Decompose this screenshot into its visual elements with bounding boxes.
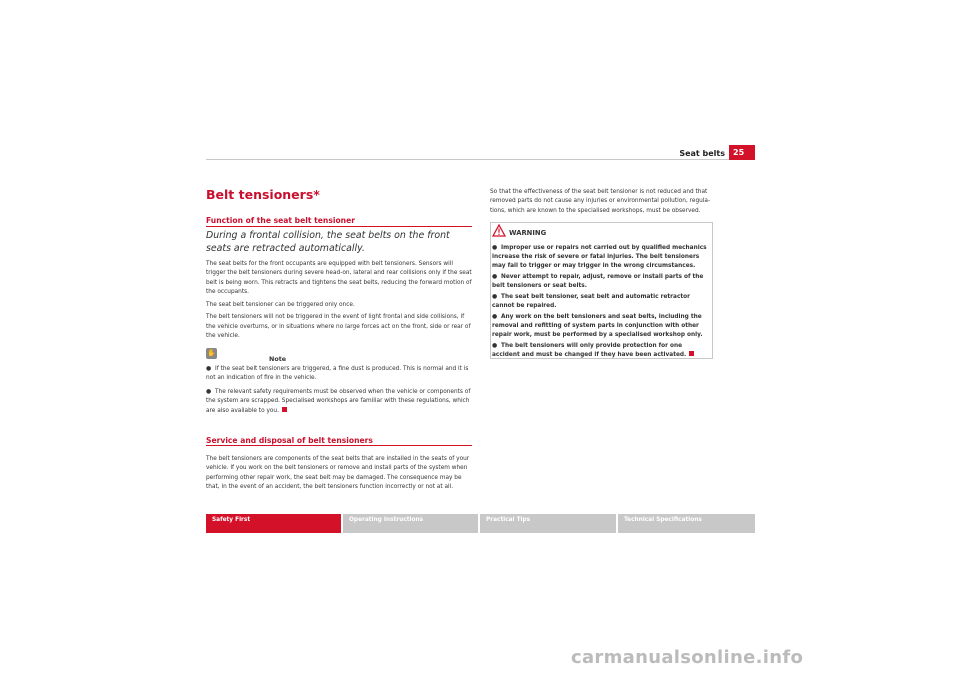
watermark: carmanualsonline.info	[571, 647, 804, 668]
note-item-text: The relevant safety requirements must be observed when the vehicle or components of the system are scrapped. Specialised workshops are familiar with these regulations, which are also available to you.	[206, 389, 471, 414]
bullet-icon: ●	[492, 312, 498, 320]
note-hand-icon: ✋	[207, 349, 216, 357]
warning-item	[492, 312, 711, 341]
function-body	[206, 260, 472, 345]
footer-tab-practical-tips[interactable]: Practical Tips	[480, 514, 616, 533]
warning-item-text: Never attempt to repair, adjust, remove or install parts of the belt tensioners or seat belts.	[492, 274, 704, 290]
note-item-text: If the seat belt tensioners are triggered, a fine dust is produced. This is normal and it is not an indication of fire in the vehicle.	[206, 366, 469, 382]
warning-item	[492, 341, 711, 360]
warning-item	[492, 272, 711, 291]
bullet-icon: ●	[492, 342, 498, 350]
right-column-paragraph	[490, 188, 712, 219]
paragraph: The belt tensioners are components of the seat belts that are installed in the seats of your vehicle. If you work on the belt tensioners or remove and install parts of the system when performing other repair work, the seat belt may be damaged. The consequence may be that, in the event of an accident, the belt tensioners function incorrectly or not at all.	[206, 456, 470, 490]
warning-item	[492, 243, 711, 272]
paragraph: The seat belts for the front occupants are equipped with belt tensioners. Sensors will trigger the belt tensioners during severe head-on, lateral and rear collisions only if the seat belt is being worn. This retracts and tightens the seat belts, reducing the forward motion of the occupants.	[206, 261, 472, 295]
footer-tab-technical-specifications[interactable]: Technical Specifications	[618, 514, 755, 533]
warning-item-text: Improper use or repairs not carried out by qualified mechanics increase the risk of severe or fatal injuries. The belt tensioners may fail to trigger or may trigger in the wrong circumstances.	[492, 245, 707, 270]
bullet-icon: ●	[206, 365, 212, 372]
warning-item	[492, 292, 711, 311]
bullet-icon: ●	[492, 273, 498, 281]
bullet-icon: ●	[206, 388, 212, 396]
warning-body	[492, 243, 711, 361]
paragraph: So that the effectiveness of the seat belt tensioner is not reduced and that removed parts do not cause any injuries or environmental pollution, regula-tions, which are known to the specialised workshops, must be observed.	[490, 189, 711, 214]
section-title: Belt tensioners*	[206, 187, 320, 202]
bullet-icon: ●	[492, 244, 498, 251]
paragraph: The seat belt tensioner can be triggered only once.	[206, 301, 355, 308]
footer-tab-operating-instructions[interactable]: Operating Instructions	[343, 514, 478, 533]
subsection-rule	[206, 226, 472, 227]
note-item	[206, 364, 472, 384]
end-square-icon	[689, 351, 694, 356]
running-header-title: Seat belts	[679, 149, 725, 158]
bullet-icon: ●	[492, 293, 498, 301]
warning-label: WARNING	[509, 229, 547, 237]
warning-item-text: The seat belt tensioner, seat belt and automatic retractor cannot be repaired.	[492, 294, 690, 310]
note-item	[206, 387, 472, 416]
header-rule	[206, 159, 729, 160]
subsection-heading-function: Function of the seat belt tensioner	[206, 216, 355, 225]
intro-text: During a frontal collision, the seat belts on the front seats are retracted automatically.	[206, 230, 450, 254]
page-number-badge: 25	[729, 145, 755, 160]
paragraph: The belt tensioners will not be triggered in the event of light frontal and side collisions, if the vehicle overturns, or in situations where no large forces act on the front, side or rear of the vehicle.	[206, 314, 471, 340]
service-body	[206, 455, 472, 496]
warning-triangle-icon	[492, 224, 506, 237]
footer-tab-safety-first[interactable]: Safety First	[206, 514, 341, 533]
subsection-rule	[206, 445, 472, 446]
note-body	[206, 364, 472, 419]
warning-item-text: Any work on the belt tensioners and seat belts, including the removal and refitting of system parts in conjunction with other repair work, must be performed by a specialised workshop only.	[492, 313, 703, 339]
warning-item-text: The belt tensioners will only provide protection for one accident and must be changed if they have been activated.	[492, 343, 687, 359]
end-square-icon	[282, 407, 287, 412]
subsection-heading-service: Service and disposal of belt tensioners	[206, 436, 373, 445]
note-label: Note	[269, 355, 287, 363]
